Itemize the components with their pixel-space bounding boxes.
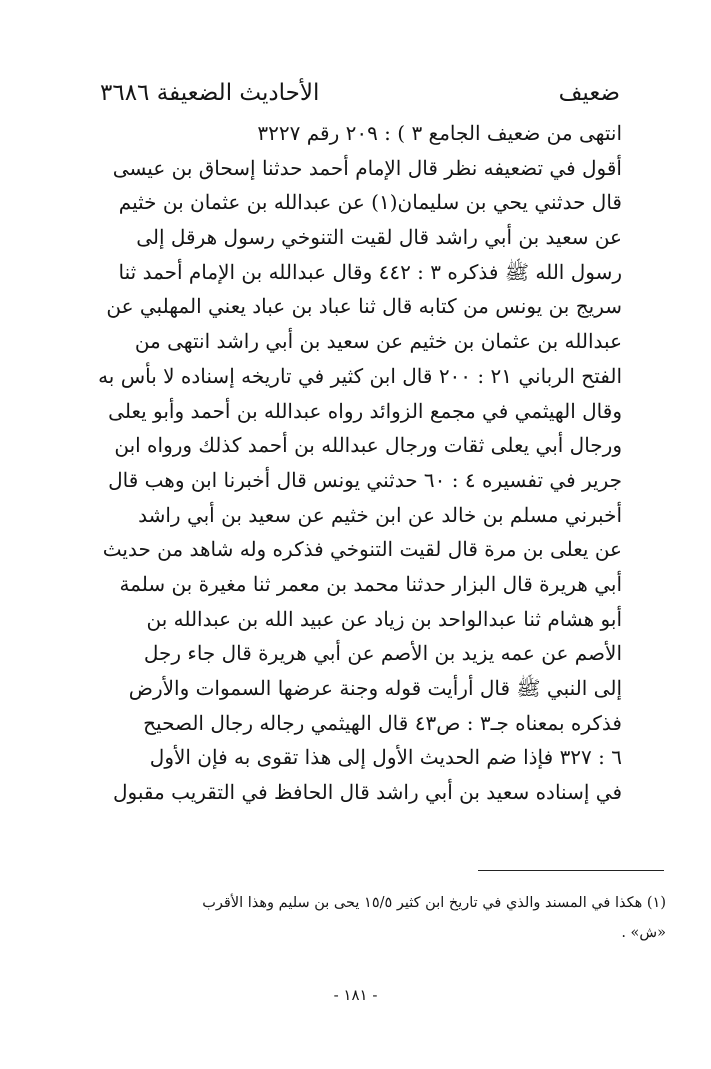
footnote-line: «ش» . — [621, 925, 666, 941]
footnote — [86, 888, 666, 948]
running-header — [100, 80, 620, 114]
text-line: سريج بن يونس من كتابه قال ثنا عباد بن عباد يعني المهلبي عن — [106, 294, 622, 319]
text-line: فذكره بمعناه جـ٣ : ص٤٣ قال الهيثمي رجاله رجال الصحيح — [143, 710, 622, 735]
footnote-divider — [478, 870, 664, 871]
text-line: ورجال أبي يعلى ثقات ورجال عبدالله بن أحمد كذلك ورواه ابن — [114, 433, 622, 458]
text-line: في إسناده سعيد بن أبي راشد قال الحافظ في التقريب مقبول — [112, 780, 622, 805]
header-book-title: الأحاديث الضعيفة ٣٦٨٦ — [100, 80, 320, 106]
text-line: وقال الهيثمي في مجمع الزوائد رواه عبدالله بن أحمد وأبو يعلى — [108, 398, 622, 423]
text-line: انتهى من ضعيف الجامع ٣ ) : ٢٠٩ رقم ٣٢٢٧ — [257, 121, 622, 145]
text-line: عبدالله بن عثمان بن خثيم عن سعيد بن أبي راشد انتهى من — [134, 329, 622, 354]
text-line: عن يعلى بن مرة قال لقيت التنوخي فذكره وله شاهد من حديث — [102, 537, 622, 562]
page-number: - ١٨١ - — [333, 986, 378, 1004]
text-line: جرير في تفسيره ٤ : ٦٠ حدثني يونس قال أخبرنا ابن وهب قال — [108, 467, 622, 492]
text-line: رسول الله ﷺ فذكره ٣ : ٤٤٢ وقال عبدالله بن الإمام أحمد ثنا — [118, 259, 622, 284]
text-line: أقول في تضعيفه نظر قال الإمام أحمد حدثنا إسحاق بن عيسى — [112, 155, 622, 180]
text-line: الأصم عن عمه يزيد بن الأصم عن أبي هريرة قال جاء رجل — [143, 641, 622, 666]
footnote-line: (١) هكذا في المسند والذي في تاريخ ابن كثير ١٥/٥ يحى بن سليم وهذا الأقرب — [202, 895, 666, 911]
text-line: ٦ : ٣٢٧ فإذا ضم الحديث الأول إلى هذا تقوى به فإن الأول — [149, 745, 622, 770]
header-grade: ضعيف — [558, 80, 620, 106]
text-line: أبو هشام ثنا عبدالواحد بن زياد عن عبيد الله بن عبدالله بن — [146, 606, 622, 631]
text-line: أخبرني مسلم بن خالد عن ابن خثيم عن سعيد بن أبي راشد — [138, 502, 622, 527]
text-line: قال حدثني يحي بن سليمان(١) عن عبدالله بن عثمان بن خثيم — [118, 190, 622, 215]
main-text — [98, 116, 622, 810]
text-line: إلى النبي ﷺ قال أرأيت قوله وجنة عرضها السموات والأرض — [128, 676, 622, 700]
text-line: الفتح الرباني ٢١ : ٢٠٠ قال ابن كثير في تاريخه إسناده لا بأس به — [98, 363, 622, 388]
text-line: أبي هريرة قال البزار حدثنا محمد بن معمر ثنا مغيرة بن سلمة — [119, 571, 622, 596]
text-line: عن سعيد بن أبي راشد قال لقيت التنوخي رسول هرقل إلى — [136, 225, 622, 250]
